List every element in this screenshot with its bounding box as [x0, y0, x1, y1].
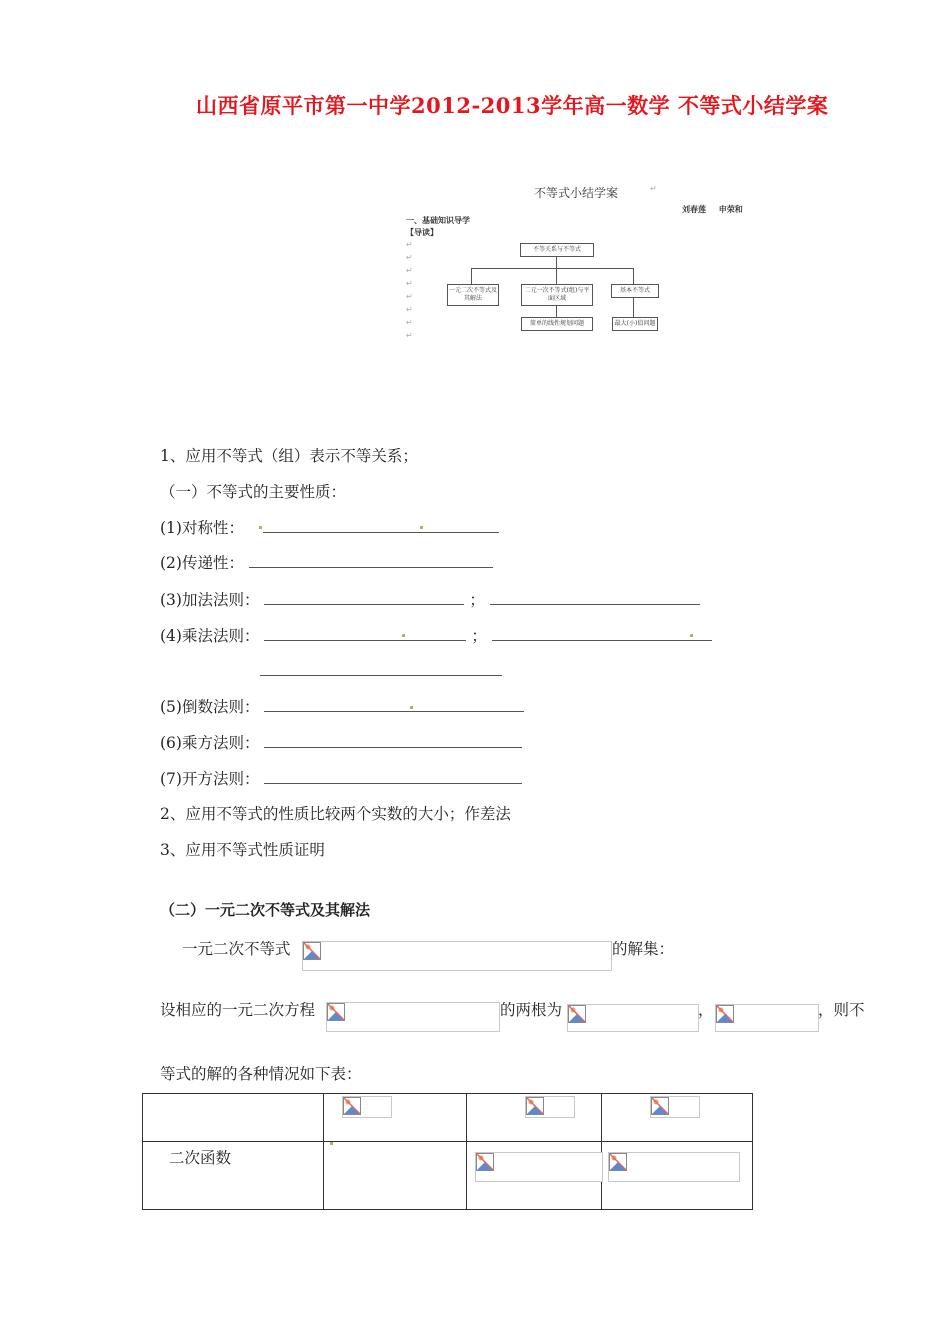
broken-image-icon — [303, 942, 321, 960]
embedded-section: 一、基础知识导学 — [406, 216, 470, 225]
item-3: 3、应用不等式性质证明 — [160, 841, 325, 859]
blank-field[interactable] — [492, 626, 712, 641]
missing-image — [342, 1096, 392, 1118]
property-transitivity — [160, 551, 493, 573]
then-label: ，则不 — [818, 1001, 865, 1019]
missing-image — [715, 1004, 819, 1032]
section-1-heading: （一）不等式的主要性质： — [160, 483, 347, 501]
property-reciprocal — [160, 695, 524, 717]
missing-image — [326, 1002, 500, 1032]
blank-field[interactable] — [260, 675, 502, 676]
node-right: 基本不等式 — [611, 284, 659, 298]
row-label: 二次函数 — [169, 1149, 232, 1167]
broken-image-icon — [609, 1153, 627, 1171]
property-label: (7)开方法则： — [160, 770, 260, 788]
return-mark-icon: ↵ — [650, 184, 657, 193]
missing-image — [608, 1152, 740, 1182]
equation-label: 设相应的一元二次方程 — [160, 1001, 316, 1019]
separator: ； — [469, 591, 485, 609]
node-middle: 二元一次不等式(组)与平面区域 — [521, 284, 593, 306]
node-right-child: 最大(小)值问题 — [612, 317, 658, 331]
broken-image-icon — [568, 1005, 586, 1023]
blank-field[interactable] — [264, 626, 466, 641]
node-left: 一元二次不等式及其解法 — [447, 284, 499, 306]
missing-image — [302, 941, 612, 971]
property-label: (5)倒数法则： — [160, 698, 260, 716]
table-cell — [143, 1142, 324, 1210]
return-mark-icon: ↵ — [406, 279, 413, 288]
blank-field[interactable] — [490, 590, 700, 605]
return-mark-icon: ↵ — [406, 318, 413, 327]
return-mark-icon: ↵ — [406, 292, 413, 301]
section-2-heading: （二）一元二次不等式及其解法 — [160, 901, 371, 919]
blank-field[interactable] — [263, 518, 499, 533]
table-row — [143, 1142, 753, 1210]
property-addition — [160, 588, 700, 610]
blank-field[interactable] — [264, 590, 464, 605]
table-cell — [602, 1094, 753, 1142]
return-mark-icon: ↵ — [406, 266, 413, 275]
blank-field[interactable] — [249, 553, 493, 568]
table-cell — [324, 1142, 467, 1210]
property-label: (2)传递性： — [160, 554, 244, 572]
blank-field[interactable] — [264, 733, 522, 748]
missing-image — [525, 1096, 575, 1118]
return-mark-icon: ↵ — [406, 331, 413, 340]
missing-image — [567, 1004, 699, 1032]
item-2: 2、应用不等式的性质比较两个实数的大小；作差法 — [160, 805, 511, 823]
broken-image-icon — [526, 1097, 544, 1115]
blank-field[interactable] — [264, 697, 524, 712]
solution-set-label: 的解集： — [612, 940, 675, 958]
concept-map-image — [400, 178, 760, 348]
broken-image-icon — [327, 1003, 345, 1021]
comma: ， — [698, 1001, 714, 1019]
separator: ； — [471, 627, 487, 645]
broken-image-icon — [651, 1097, 669, 1115]
return-mark-icon: ↵ — [406, 305, 413, 314]
broken-image-icon — [716, 1005, 734, 1023]
embedded-subsection: 【导读】 — [406, 228, 438, 237]
property-root — [160, 767, 522, 789]
missing-image — [650, 1096, 700, 1118]
quad-ineq-label: 一元二次不等式 — [182, 940, 291, 958]
blank-field[interactable] — [264, 769, 522, 784]
table-cell — [602, 1142, 753, 1210]
table-cell — [467, 1142, 602, 1210]
table-intro: 等式的解的各种情况如下表： — [160, 1065, 362, 1083]
return-mark-icon: ↵ — [406, 240, 413, 249]
property-multiplication — [160, 624, 712, 646]
table-cell — [467, 1094, 602, 1142]
broken-image-icon — [476, 1153, 494, 1171]
property-symmetry — [160, 516, 499, 538]
table-row — [143, 1094, 753, 1142]
roots-label: 的两根为 — [500, 1001, 563, 1019]
property-label: (6)乘方法则： — [160, 734, 260, 752]
table-cell — [143, 1094, 324, 1142]
property-power — [160, 731, 522, 753]
embedded-title: 不等式小结学案 — [534, 186, 619, 200]
item-1: 1、应用不等式（组）表示不等关系； — [160, 447, 418, 465]
property-label: (1)对称性： — [160, 519, 244, 537]
return-mark-icon: ↵ — [406, 253, 413, 262]
page-title: 山西省原平市第一中学2012-2013学年高一数学 不等式小结学案 — [196, 93, 829, 118]
missing-image — [475, 1152, 603, 1182]
solution-table — [142, 1093, 753, 1210]
property-label: (4)乘法法则： — [160, 627, 260, 645]
embedded-authors: 刘春莲 申荣和 — [682, 205, 743, 214]
table-cell — [324, 1094, 467, 1142]
node-root: 不等关系与不等式 — [520, 243, 594, 257]
broken-image-icon — [343, 1097, 361, 1115]
node-middle-child: 简单的线性规划问题 — [521, 317, 593, 331]
property-label: (3)加法法则： — [160, 591, 260, 609]
